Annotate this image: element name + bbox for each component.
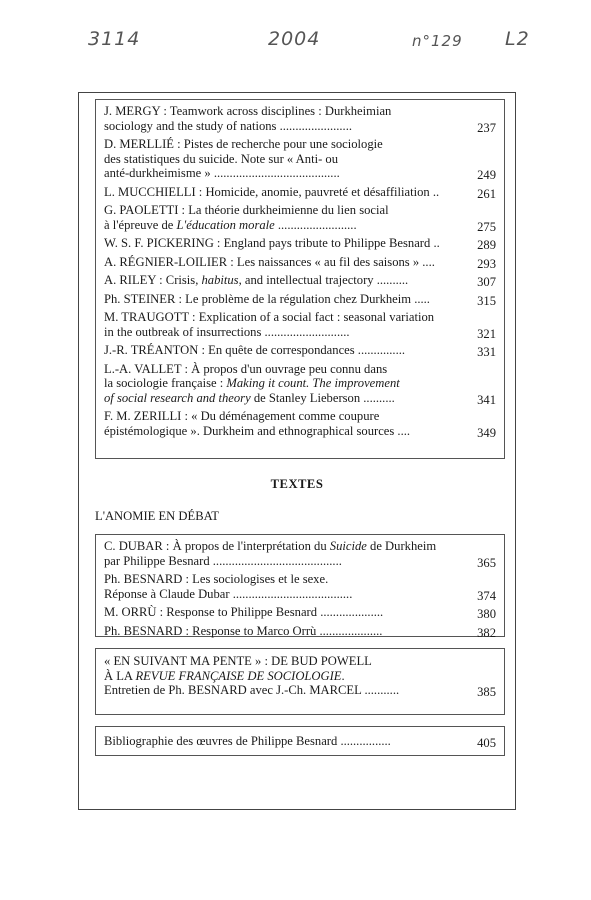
handwritten-note-3: n°129 xyxy=(412,32,463,50)
toc-page-number: 382 xyxy=(477,625,496,640)
articles-section xyxy=(95,99,505,459)
toc-page-number: 341 xyxy=(477,392,496,407)
toc-entry-line: des statistiques du suicide. Note sur « Anti- ou xyxy=(104,151,339,166)
toc-page-number: 289 xyxy=(477,238,496,252)
toc-entry-line: épistémologique ». Durkheim and ethnographical sources .... xyxy=(104,423,411,438)
biblio-section xyxy=(95,726,505,756)
toc-page-number: 315 xyxy=(477,293,496,308)
toc-page-number: 349 xyxy=(477,425,496,440)
toc-entry-line: in the outbreak of insurrections ........................... xyxy=(104,324,350,339)
toc-page-number: 405 xyxy=(477,736,496,750)
toc-entry-line: F. M. ZERILLI : « Du déménagement comme coupure xyxy=(104,409,380,423)
toc-entry-line: À LA REVUE FRANÇAISE DE SOCIOLOGIE. xyxy=(104,668,345,683)
textes-heading: TEXTES xyxy=(270,477,324,491)
toc-entry xyxy=(104,539,462,568)
toc-entry xyxy=(104,409,462,438)
toc-entry-line: par Philippe Besnard ......................................... xyxy=(104,553,342,568)
toc-entry xyxy=(104,292,462,307)
toc-entry-line: A. RILEY : Crisis, habitus, and intellectual trajectory .......... xyxy=(104,273,409,287)
toc-entry-line: G. PAOLETTI : La théorie durkheimienne du lien social xyxy=(104,203,389,217)
toc-page-number: 385 xyxy=(477,685,496,699)
toc-entry-line: D. MERLLIÉ : Pistes de recherche pour une sociologie xyxy=(104,137,383,151)
toc-entry xyxy=(104,734,462,749)
toc-entry xyxy=(104,273,462,288)
toc-entry xyxy=(104,310,462,339)
toc-entry-line: sociology and the study of nations ....................... xyxy=(104,118,353,133)
toc-entry-line: à l'épreuve de L'éducation morale ......................... xyxy=(104,217,357,232)
toc-entry xyxy=(104,255,462,270)
handwritten-note-2: 2004 xyxy=(268,28,321,50)
handwritten-note-4: L2 xyxy=(505,28,530,50)
toc-frame xyxy=(78,92,516,810)
toc-entry xyxy=(104,203,462,232)
toc-entry-line: Bibliographie des œuvres de Philippe Besnard ................ xyxy=(104,734,391,748)
toc-entry-line: Ph. STEINER : Le problème de la régulation chez Durkheim ..... xyxy=(104,291,430,306)
toc-entry xyxy=(104,605,462,620)
toc-entry xyxy=(104,236,462,251)
toc-entry xyxy=(104,137,462,181)
toc-entry-line: L. MUCCHIELLI : Homicide, anomie, pauvreté et désaffiliation .. xyxy=(104,184,440,199)
anomie-section xyxy=(95,534,505,640)
toc-page-number: 331 xyxy=(477,345,496,359)
toc-entry xyxy=(104,654,462,698)
toc-entry xyxy=(104,343,462,358)
toc-page-number: 249 xyxy=(477,168,496,182)
toc-page-number: 261 xyxy=(477,186,496,201)
toc-entry-line: C. DUBAR : À propos de l'interprétation du Suicide de Durkheim xyxy=(104,539,437,553)
toc-page-number: 374 xyxy=(477,588,496,603)
toc-entry-line: W. S. F. PICKERING : England pays tribute to Philippe Besnard .. xyxy=(104,236,440,250)
toc-entry xyxy=(104,104,462,133)
toc-page-number: 237 xyxy=(477,120,496,135)
toc-page-number: 321 xyxy=(477,326,496,341)
anomie-heading: L'ANOMIE EN DÉBAT xyxy=(95,509,219,523)
toc-entry xyxy=(104,185,462,200)
toc-entry-line: M. ORRÙ : Response to Philippe Besnard .................... xyxy=(104,605,384,619)
toc-entry-line: M. TRAUGOTT : Explication of a social fact : seasonal variation xyxy=(104,310,435,324)
toc-entry-line: J. MERGY : Teamwork across disciplines : Durkheimian xyxy=(104,104,392,118)
toc-entry-line: la sociologie française : Making it count. The improvement xyxy=(104,376,400,390)
toc-entry-line: A. RÉGNIER-LOILIER : Les naissances « au fil des saisons » .... xyxy=(104,254,435,269)
toc-entry-line: Ph. BESNARD : Les sociologises et le sexe. xyxy=(104,572,329,586)
toc-entry-line: « EN SUIVANT MA PENTE » : DE BUD POWELL xyxy=(104,654,372,668)
pente-section xyxy=(95,648,505,715)
toc-page-number: 307 xyxy=(477,275,496,289)
handwritten-note-1: 3114 xyxy=(88,28,141,50)
toc-entry xyxy=(104,572,462,601)
toc-entry-line: Ph. BESNARD : Response to Marco Orrù .................... xyxy=(104,623,383,638)
toc-page-number: 380 xyxy=(477,607,496,621)
toc-entry xyxy=(104,624,462,639)
toc-entry xyxy=(104,362,462,406)
toc-page-number: 365 xyxy=(477,555,496,570)
toc-entry-line: of social research and theory de Stanley Lieberson .......... xyxy=(104,390,395,405)
toc-entry-line: L.-A. VALLET : À propos d'un ouvrage peu connu dans xyxy=(104,361,388,376)
toc-entry-line: anté-durkheimisme » ........................................ xyxy=(104,166,340,180)
toc-page-number: 275 xyxy=(477,219,496,234)
toc-page-number: 293 xyxy=(477,256,496,271)
toc-entry-line: Réponse à Claude Dubar ...................................... xyxy=(104,586,353,601)
toc-entry-line: J.-R. TRÉANTON : En quête de correspondances ............... xyxy=(104,343,406,357)
toc-entry-line: Entretien de Ph. BESNARD avec J.-Ch. MARCEL ........... xyxy=(104,683,400,697)
